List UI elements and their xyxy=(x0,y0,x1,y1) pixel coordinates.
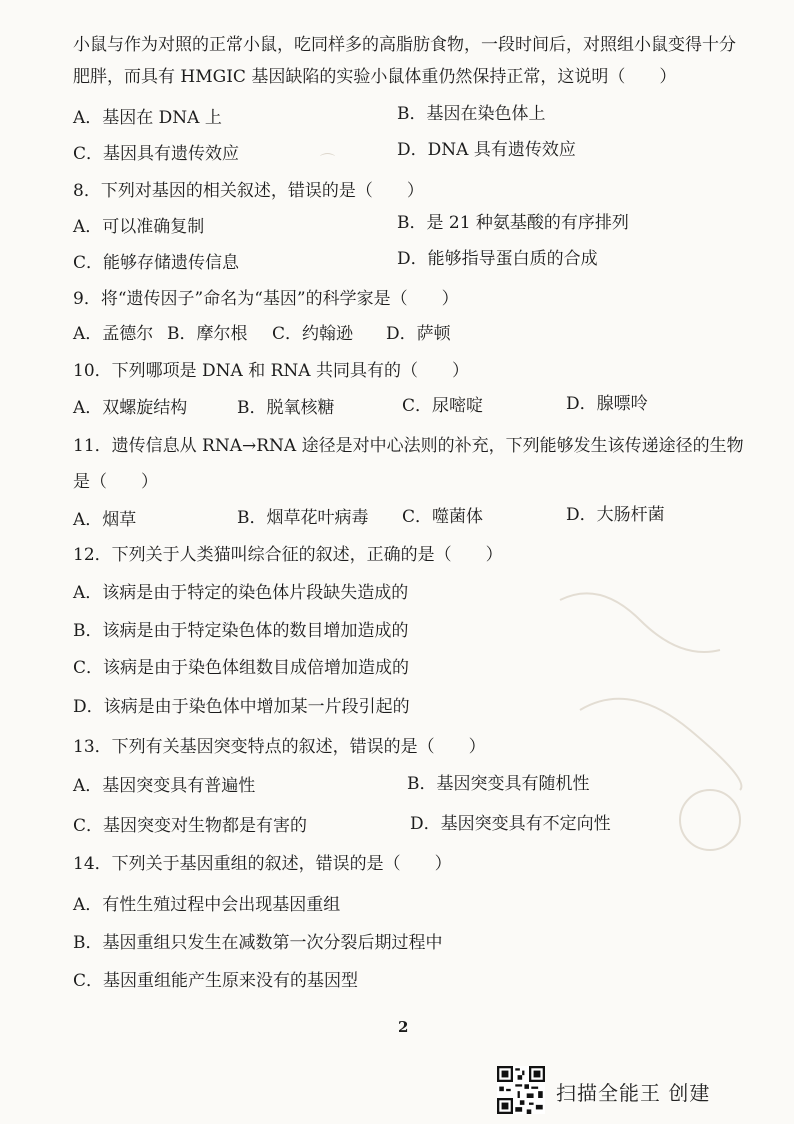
q8-option-d: D．能够指导蛋白质的合成 xyxy=(397,249,598,269)
q14-option-a: A．有性生殖过程中会出现基因重组 xyxy=(73,895,341,915)
page-number: 2 xyxy=(398,1018,409,1036)
q10-option-c: C．尿嘧啶 xyxy=(402,396,484,416)
q12-option-a: A．该病是由于特定的染色体片段缺失造成的 xyxy=(73,583,409,603)
q11-option-d: D．大肠杆菌 xyxy=(566,505,665,525)
q11-stem-line-2: 是（ ） xyxy=(73,472,158,492)
q12-option-d: D．该病是由于染色体中增加某一片段引起的 xyxy=(73,697,410,717)
q8-option-a: A．可以准确复制 xyxy=(73,217,205,237)
q12-stem: 12．下列关于人类猫叫综合征的叙述，正确的是（ ） xyxy=(73,545,503,565)
q10-option-d: D．腺嘌呤 xyxy=(566,394,648,414)
q9-option-d: D．萨顿 xyxy=(386,324,451,344)
q7-option-c: C．基因具有遗传效应 xyxy=(73,144,240,164)
q7-stem-line-1: 小鼠与作为对照的正常小鼠，吃同样多的高脂肪食物，一段时间后，对照组小鼠变得十分 xyxy=(73,35,736,55)
q8-option-c: C．能够存储遗传信息 xyxy=(73,253,240,273)
q11-stem-line-1: 11．遗传信息从 RNA→RNA 途径是对中心法则的补充，下列能够发生该传递途径的生物 xyxy=(73,436,744,456)
q13-stem: 13．下列有关基因突变特点的叙述，错误的是（ ） xyxy=(73,737,486,757)
bleed-through-mark: ⌒ xyxy=(320,152,336,170)
q11-option-c: C．噬菌体 xyxy=(402,507,484,527)
q12-option-b: B．该病是由于特定染色体的数目增加造成的 xyxy=(73,621,409,641)
q9-option-c: C．约翰逊 xyxy=(272,324,354,344)
q10-stem: 10．下列哪项是 DNA 和 RNA 共同具有的（ ） xyxy=(73,361,469,381)
q11-option-a: A．烟草 xyxy=(73,510,137,530)
q7-stem-line-2: 肥胖，而具有 HMGIC 基因缺陷的实验小鼠体重仍然保持正常，这说明（ ） xyxy=(73,67,677,87)
q7-option-d: D．DNA 具有遗传效应 xyxy=(397,140,576,160)
q10-option-a: A．双螺旋结构 xyxy=(73,398,188,418)
q7-option-b: B．基因在染色体上 xyxy=(397,104,546,124)
q13-option-a: A．基因突变具有普遍性 xyxy=(73,776,256,796)
q14-option-c: C．基因重组能产生原来没有的基因型 xyxy=(73,971,359,991)
q7-option-a: A．基因在 DNA 上 xyxy=(73,108,222,128)
q13-option-b: B．基因突变具有随机性 xyxy=(407,774,590,794)
q8-stem: 8．下列对基因的相关叙述，错误的是（ ） xyxy=(73,181,424,201)
q14-option-b: B．基因重组只发生在减数第一次分裂后期过程中 xyxy=(73,933,443,953)
q9-option-b: B．摩尔根 xyxy=(167,324,248,344)
scanner-watermark-text: 扫描全能王 创建 xyxy=(556,1081,711,1105)
q13-option-c: C．基因突变对生物都是有害的 xyxy=(73,816,308,836)
q13-option-d: D．基因突变具有不定向性 xyxy=(410,814,611,834)
q14-stem: 14．下列关于基因重组的叙述，错误的是（ ） xyxy=(73,854,452,874)
q9-stem: 9．将“遗传因子”命名为“基因”的科学家是（ ） xyxy=(73,289,459,309)
q12-option-c: C．该病是由于染色体组数目成倍增加造成的 xyxy=(73,658,410,678)
qr-code-icon xyxy=(497,1066,545,1114)
q11-option-b: B．烟草花叶病毒 xyxy=(237,508,369,528)
q10-option-b: B．脱氧核糖 xyxy=(237,398,335,418)
q8-option-b: B．是 21 种氨基酸的有序排列 xyxy=(397,213,629,233)
q9-option-a: A．孟德尔 xyxy=(73,324,154,344)
